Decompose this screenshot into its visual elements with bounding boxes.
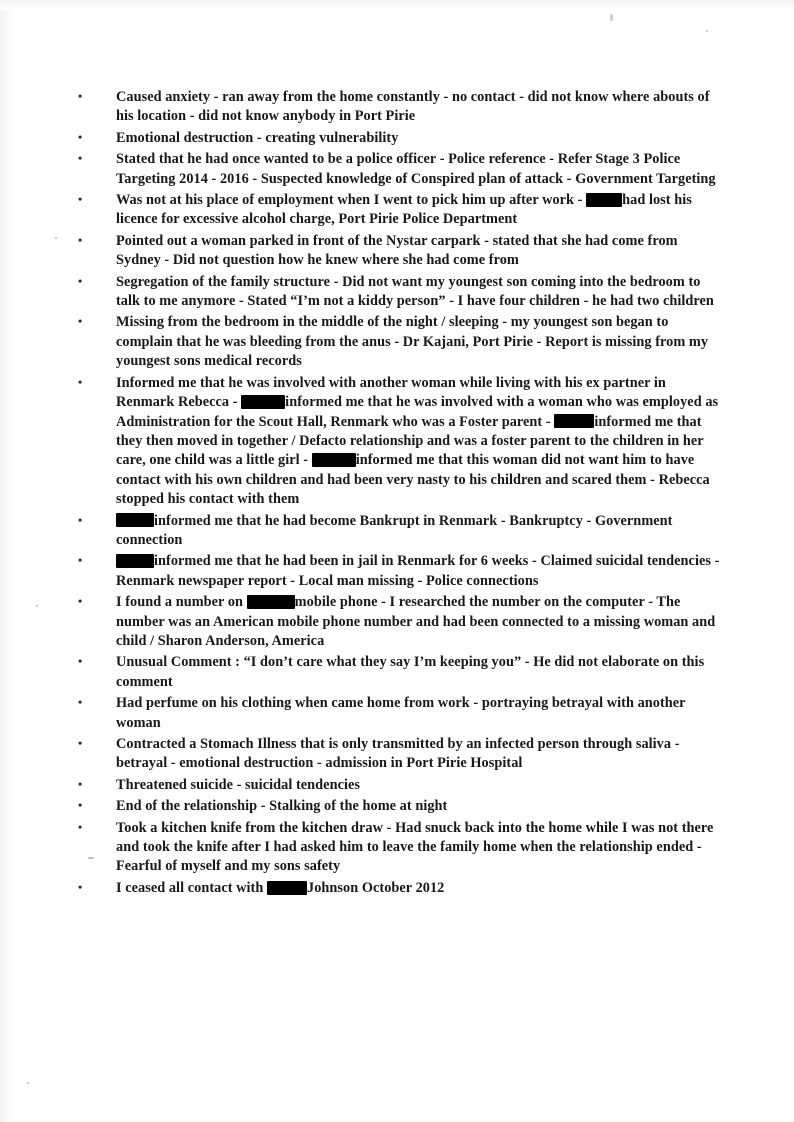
list-item-text: Emotional destruction - creating vulnerability (116, 129, 399, 146)
list-item-text: Informed me that he was involved with another woman while living with his ex partner in Renmark Rebecca - (116, 374, 666, 411)
list-item-text: informed me that he had become Bankrupt in Renmark - Bankruptcy - Government connection (116, 512, 673, 548)
list-item-text: informed me that they then moved in together / Defacto relationship and was a foster parent to the children in her care, one child was a little girl - (116, 413, 704, 469)
list-item (72, 150, 720, 189)
list-item-text: Contracted a Stomach Illness that is only transmitted by an infected person through saliva - betrayal - emotional destruction - admission in Port Pirie Hospital (116, 736, 680, 772)
list-item (72, 512, 720, 551)
scan-speck (55, 237, 57, 239)
list-item-text: informed me that this woman did not want him to have contact with his own children and had been very nasty to his children and scared them - Rebecca stopped his contact with them (116, 452, 710, 508)
list-item-text: Threatened suicide - suicidal tendencies (116, 776, 360, 793)
list-item (72, 797, 720, 816)
list-item (72, 129, 720, 148)
list-item (72, 191, 720, 230)
list-item (72, 819, 720, 877)
scan-edge-left (0, 0, 14, 1122)
list-item (72, 653, 720, 692)
document-body (72, 88, 720, 900)
list-item-text: Was not at his place of employment when I went to pick him up after work - (116, 192, 587, 209)
list-item-text: mobile phone - I researched the number on the computer - The number was an American mobile phone number and had been connected to a missing woman and child / Sharon Anderson, America (116, 594, 716, 649)
list-item-text: Stated that he had once wanted to be a police officer - Police reference - Refer Stage 3 Police Targeting 2014 - 2016 - Suspected knowledge of Conspired plan of attack - Government Targeting (116, 151, 716, 187)
list-item (72, 313, 720, 371)
scan-speck (610, 14, 613, 21)
list-item (72, 374, 720, 510)
scan-edge-top (0, 0, 794, 10)
redaction-bar (241, 395, 285, 409)
list-item-text: Pointed out a woman parked in front of the Nystar carpark - stated that she had come from Sydney - Did not question how he knew where she had come from (116, 232, 678, 269)
redaction-bar (267, 881, 307, 895)
scan-speck (36, 605, 38, 607)
redaction-bar (116, 554, 154, 568)
redaction-bar (586, 193, 622, 207)
redaction-bar (554, 414, 594, 428)
list-item-text: Johnson October 2012 (307, 879, 445, 896)
list-item (72, 88, 720, 127)
list-item-text: Had perfume on his clothing when came home from work - portraying betrayal with another woman (116, 695, 686, 731)
statement-bullet-list (72, 88, 720, 898)
list-item-text: Segregation of the family structure - Did not want my youngest son coming into the bedroom to talk to me anymore - Stated “I’m not a kiddy person” - I have four children - he had two children (116, 273, 714, 310)
list-item-text: Missing from the bedroom in the middle of the night / sleeping - my youngest son began to complain that he was bleeding from the anus - Dr Kajani, Port Pirie - Report is missing from my youngest sons medical records (116, 314, 709, 370)
list-item (72, 273, 720, 312)
list-item (72, 694, 720, 733)
list-item-text: Took a kitchen knife from the kitchen draw - Had snuck back into the home while I was not there and took the knife after I had asked him to leave the family home when the relationship ended - Fearful of myself and my sons safety (116, 819, 714, 875)
list-item (72, 879, 720, 898)
list-item (72, 552, 720, 591)
list-item (72, 735, 720, 774)
list-item-text: informed me that he was involved with a woman who was employed as Administration for the Scout Hall, Renmark who was a Foster parent - (116, 394, 719, 430)
list-item-text: Unusual Comment : “I don’t care what they say I’m keeping you” - He did not elaborate on this comment (116, 654, 705, 690)
scan-speck (706, 30, 708, 32)
redaction-bar (247, 595, 295, 609)
list-item (72, 776, 720, 795)
list-item (72, 593, 720, 651)
list-item-text: End of the relationship - Stalking of the home at night (116, 798, 448, 815)
list-item-text: informed me that he had been in jail in Renmark for 6 weeks - Claimed suicidal tendencies - Renmark newspaper report - Local man missing - Police connections (116, 553, 720, 589)
list-item-text: I found a number on (116, 594, 247, 611)
redaction-bar (116, 513, 154, 527)
list-item-text: I ceased all contact with (116, 879, 267, 896)
list-item-text: had lost his licence for excessive alcohol charge, Port Pirie Police Department (116, 192, 692, 228)
redaction-bar (312, 453, 356, 467)
list-item (72, 232, 720, 271)
list-item-text: Caused anxiety - ran away from the home constantly - no contact - did not know where abouts of his location - did not know anybody in Port Pirie (116, 89, 710, 125)
scan-speck (27, 1082, 29, 1084)
